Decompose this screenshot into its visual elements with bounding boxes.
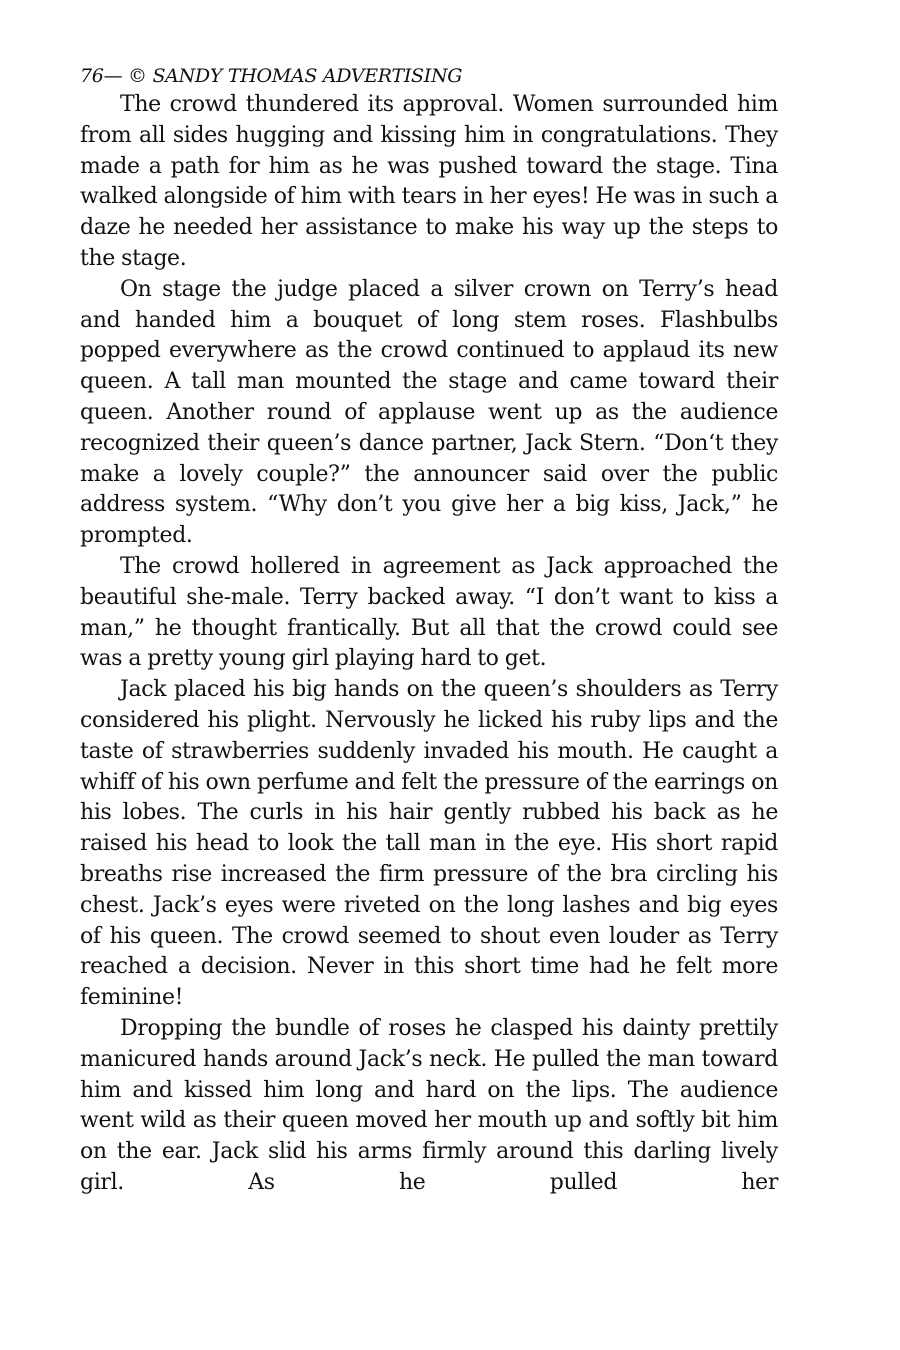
paragraph-5: Dropping the bundle of roses he clasped his dainty prettily manicured hands around Jack’s neck. He pulled the man toward him and kissed him long and hard on the lips. The audience went wild as their queen moved her mouth up and softly bit him on the ear. Jack slid his arms firmly around this darling lively girl. As he pulled her — [80, 1015, 778, 1195]
paragraph-4: Jack placed his big hands on the queen’s shoulders as Terry considered his plight. Nervously he licked his ruby lips and the taste of strawberries suddenly invaded his mouth. He caught a whiff of his own perfume and felt the pressure of the earrings on his lobes. The curls in his hair gently rubbed his back as he raised his head to look the tall man in the eye. His short rapid breaths rise increased the firm pressure of the bra circling his chest. Jack’s eyes were riveted on the long lashes and big eyes of his queen. The crowd seemed to shout even louder as Terry reached a decision. Never in this short time had he felt more feminine! — [80, 677, 778, 1011]
paragraph-3: The crowd hollered in agreement as Jack approached the beautiful she-male. Terry backed away. “I don’t want to kiss a man,” he thought frantically. But all that the crowd could see was a pretty young girl playing hard to get. — [80, 553, 778, 672]
book-page — [80, 62, 778, 1199]
paragraph-2: On stage the judge placed a silver crown on Terry’s head and handed him a bouquet of long stem roses. Flashbulbs popped everywhere as the crowd continued to applaud its new queen. A tall man mounted the stage and came toward their queen. Another round of applause went up as the audience recognized their queen’s dance partner, Jack Stern. “Don‘t they make a lovely couple?” the announcer said over the public address system. “Why don’t you give her a big kiss, Jack,” he prompted. — [80, 276, 778, 549]
paragraph-1: The crowd thundered its approval. Women surrounded him from all sides hugging and kissing him in congratulations. They made a path for him as he was pushed toward the stage. Tina walked alongside of him with tears in her eyes! He was in such a daze he needed her assistance to make his way up the steps to the stage. — [80, 92, 778, 271]
running-head: 76— © SANDY THOMAS ADVERTISING — [80, 65, 463, 87]
body-text — [80, 90, 778, 1199]
